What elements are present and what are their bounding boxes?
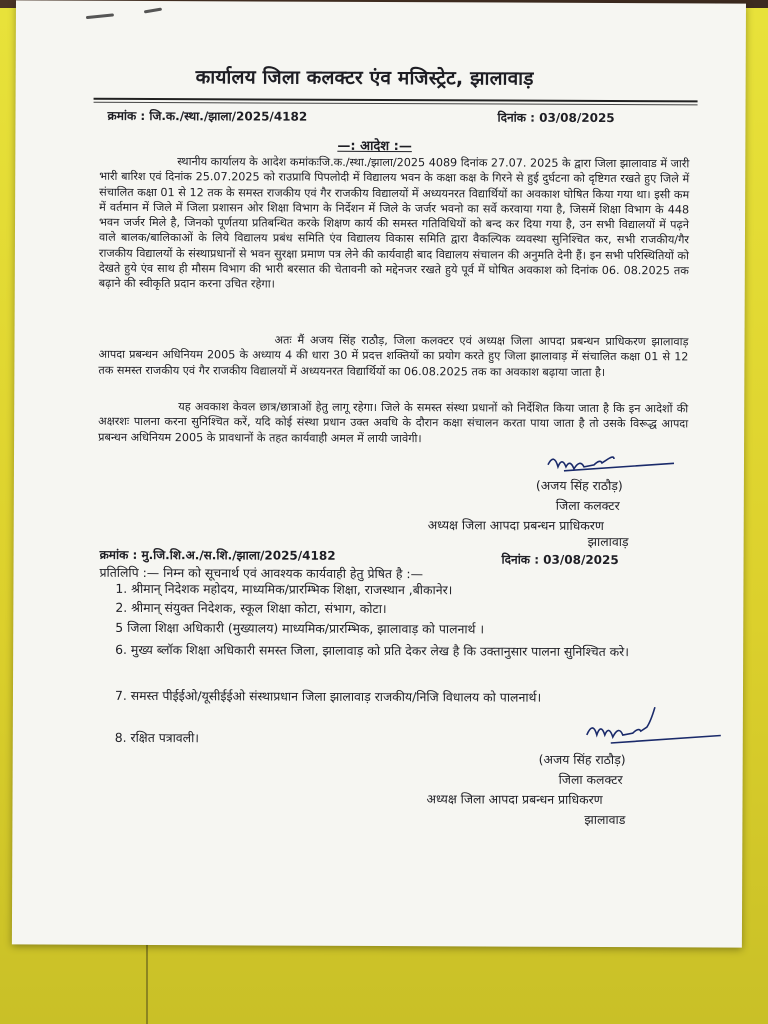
staple-mark — [144, 8, 162, 14]
list-item: 2. श्रीमान् संयुक्त निदेशक, स्कूल शिक्षा कोटा, संभाग, कोटा। — [115, 599, 387, 617]
signatory-name-1: (अजय सिंह राठौड़) — [535, 477, 623, 494]
reference-number: क्रमांक : जि.क./स्था./झाला/2025/4182 — [107, 108, 308, 124]
staple-mark — [86, 13, 114, 19]
list-item: 6. मुख्य ब्लॉक शिक्षा अधिकारी समस्त जिला, झालावाड़ को प्रति देकर लेख है कि उक्तानुसार पालना सुनिश्चित करे। — [115, 641, 629, 660]
list-item: 5 जिला शिक्षा अधिकारी (मुख्यालय) माध्यमिक/प्रारम्भिक, झालावाड़ को पालनार्थ । — [115, 619, 485, 637]
order-heading: —: आदेश :— — [337, 138, 412, 155]
signatory-place-2: झालावाड — [584, 811, 626, 828]
order-paragraph-3: यह अवकाश केवल छात्र/छात्राओं हेतु लागू रहेगा। जिले के समस्त संस्था प्रधानों को निर्देशित किया जाता है कि इन आदेशों की अक्षरशः पालना करना सुनिश्चित करें, यदि कोई संस्था प्रधान उक्त अवधि के दौरान कक्षा संचालन करता पाया जाता है तो उसके विरूद्ध आपदा प्रबन्धन अधिनियम 2005 के प्रावधानों के तहत कार्यवाही अमल में लायी जावेगी। — [98, 400, 689, 445]
signatory-designation-2b: अध्यक्ष जिला आपदा प्रबन्धन प्राधिकरण — [426, 791, 603, 807]
list-item: 7. समस्त पीईईओ/यूसीईईओ संस्थाप्रधान जिला झालावाड़ राजकीय/निजि विधालय को पालनार्थ। — [114, 687, 542, 705]
signatory-designation-1b: अध्यक्ष जिला आपदा प्रबन्धन प्राधिकरण — [427, 517, 604, 533]
signatory-place-1: झालावाड़ — [587, 533, 629, 550]
list-item: 1. श्रीमान् निदेशक महोदय, माध्यमिक/प्रारम्भिक शिक्षा, राजस्थान ,बीकानेर। — [115, 580, 453, 598]
folder-crease — [146, 940, 148, 1024]
copy-list — [115, 580, 646, 751]
signatory-name-2: (अजय सिंह राठौड़) — [538, 751, 626, 768]
order-paragraph-1: स्थानीय कार्यालय के आदेश कमांकःजि.क./स्था./झाला/2025 4089 दिनांक 27.07. 2025 के द्वारा जिला झालावाड में जारी भारी बारिश एवं दिनांक 25.07.2025 को राउप्रावि पिपलोदी में विद्यालय भवन के कक्षा कक्ष के गिरने से हुई दुर्घटना को दृष्टिगत रखते हुए जिले में संचालित कक्षा 01 से 12 तक के समस्त राजकीय एवं गैर राजकीय विद्यालयों में अध्ययनरत विद्यार्थियों का अवकाश घोषित किया गया था। इसी कम में वर्तमान में जिले में जिला प्रशासन ओर शिक्षा विभाग के निर्देशन में जिले के जर्जर भवनो का सर्वे करवाया गया है, जिसमें शिक्षा विभाग के 448 भवन जर्जर मिले है, जिनको पूर्णतया प्रतिबन्धित करके शिक्षण कार्य की समस्त गतिविधियों को बन्द कर दिया गया है, उन सभी विद्यालयों में पढ़ने वाले बालक/बालिकाओं के लिये विद्यालय प्रबंध समिति एंव विद्यालय विकास समिति द्वारा वैकल्पिक व्यवस्था सुनिश्चित कर, सभी राजकीय/गैर राजकीय विद्यालयों के संस्थाप्रधानों से भवन सुरक्षा प्रमाण पत्र लेने की कार्यवाही बाद विद्यालय संचालन की अनुमति देनी हैं। इन सभी परिस्थितियों को देखते हुये एंव साथ ही मौसम विभाग की भारी बरसात की चेतावनी को मद्देनजर रखते हुये पूर्व में घोषित अवकाश को दिनांक 06. 08.2025 तक बढ़ाने की स्वीकृति प्रदान करना उचित रहेगा। — [98, 155, 690, 291]
signature-scrawl-1 — [544, 449, 684, 478]
list-item: 8. रक्षित पत्रावली। — [114, 729, 200, 746]
signature-scrawl-2 — [583, 705, 733, 750]
order-document — [12, 0, 746, 947]
order-date: दिनांक : 03/08/2025 — [497, 110, 615, 126]
header-rule-thin — [94, 102, 698, 106]
copy-intro: प्रतिलिपि :— निम्न को सूचनार्थ एवं आवश्यक कार्यवाही हेतु प्रेषित है :— — [99, 564, 424, 582]
signatory-designation-2a: जिला कलक्टर — [558, 771, 623, 788]
copy-date: दिनांक : 03/08/2025 — [501, 552, 619, 568]
signatory-designation-1a: जिला कलक्टर — [555, 497, 620, 514]
office-title: कार्यालय जिला कलक्टर एंव मजिस्ट्रेट, झालावाड़ — [195, 66, 534, 90]
copy-reference-number: क्रमांक : मु.जि.शि.अ./स.शि./झाला/2025/4182 — [99, 547, 336, 563]
order-paragraph-2: अतः मैं अजय सिंह राठौड़, जिला कलक्टर एवं अध्यक्ष जिला आपदा प्रबन्धन प्राधिकरण झालावाड़ आपदा प्रबन्धन अधिनियम 2005 के अध्याय 4 की धारा 30 में प्रदत्त शक्तियों का प्रयोग करते हुए जिला झालावाड़ में संचालित कक्षा 01 से 12 तक समस्त राजकीय एवं गैर राजकीय विद्यालयों में अध्ययनरत विद्यार्थियों का 06.08.2025 तक का अवकाश बढ़ाया जाता है। — [98, 333, 689, 379]
